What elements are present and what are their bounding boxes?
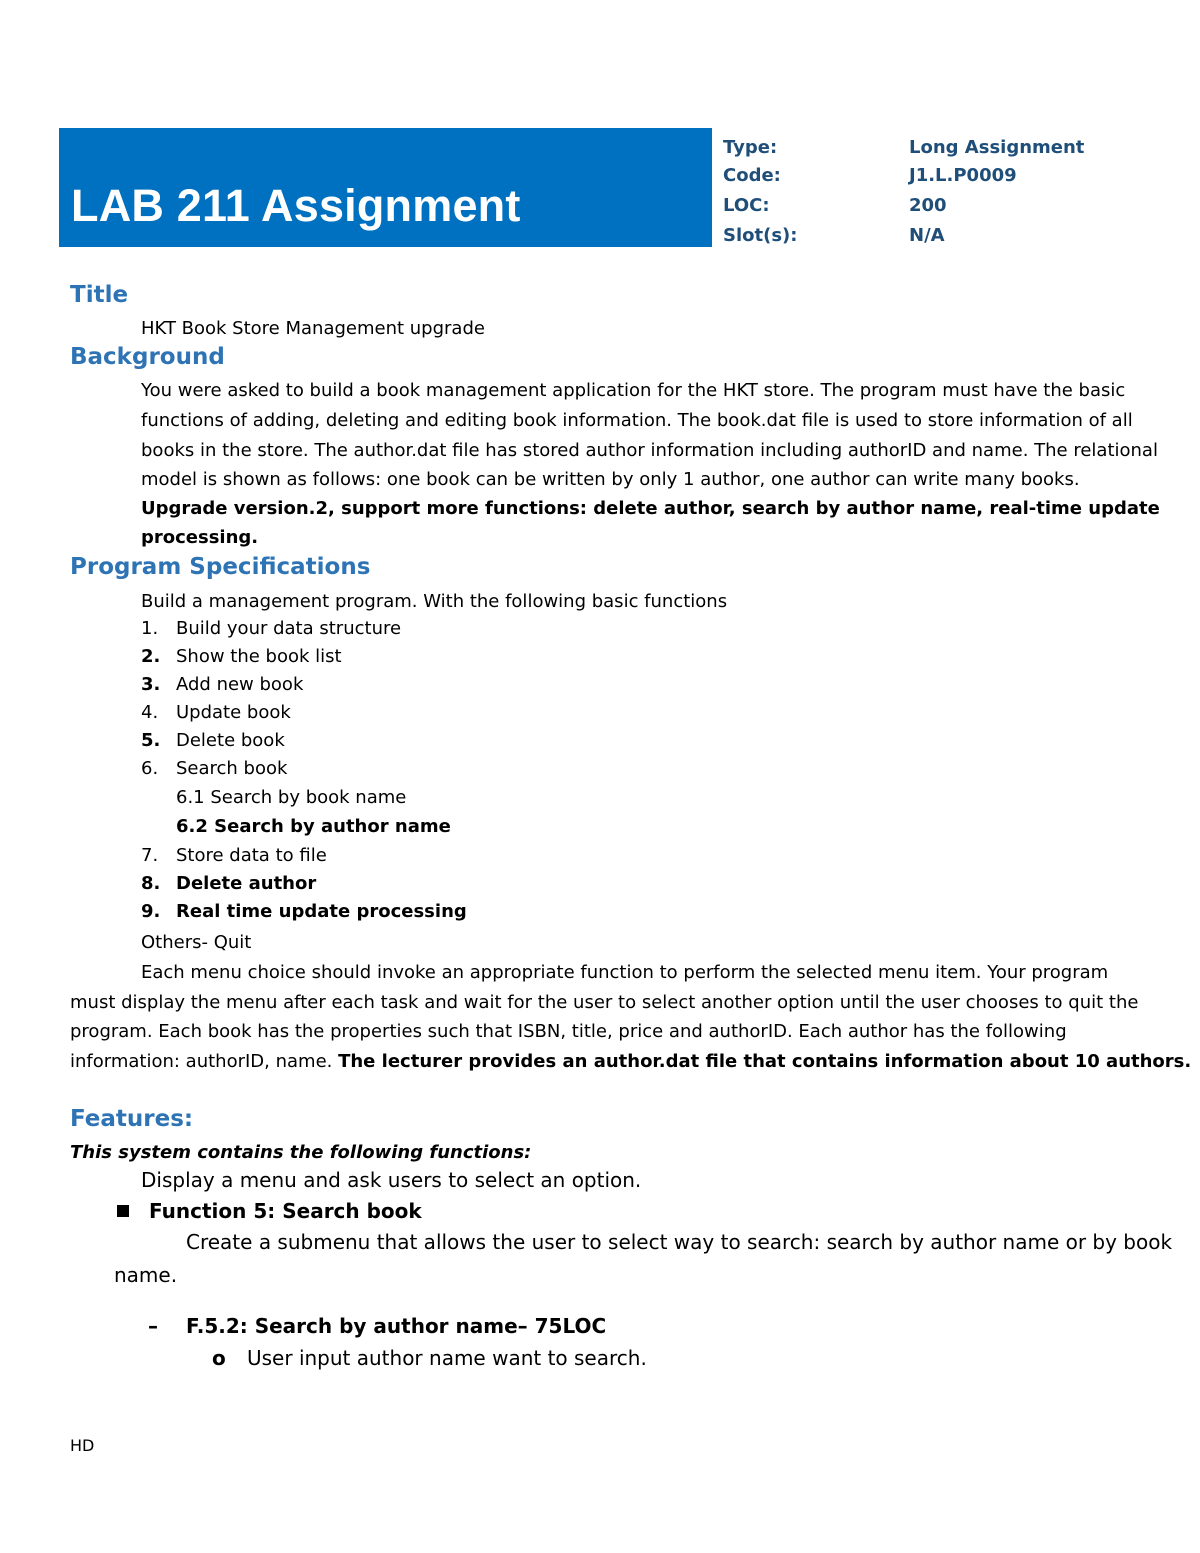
meta-loc-label: LOC: — [723, 195, 770, 216]
spec-item-number: 5. — [141, 730, 161, 751]
meta-code-value: J1.L.P0009 — [909, 165, 1017, 186]
spec-paragraph-line: Each menu choice should invoke an appropriate function to perform the selected menu item. Your program — [141, 962, 1109, 983]
spec-item — [141, 873, 316, 894]
footer-text: HD — [70, 1436, 95, 1455]
spec-paragraph-line — [70, 1051, 1191, 1072]
spec-item-text: Store data to file — [176, 845, 327, 866]
function-5-title: Function 5: Search book — [149, 1199, 422, 1223]
spec-item — [141, 674, 303, 695]
spec-paragraph-normal: information: authorID, name. — [70, 1051, 339, 1072]
background-line: functions of adding, deleting and editing book information. The book.dat file is used to store information of all — [141, 410, 1133, 431]
function-5-item — [117, 1199, 422, 1223]
spec-item-text: Update book — [176, 702, 291, 723]
background-upgrade-line: Upgrade version.2, support more functions: delete author, search by author name, real-time update — [141, 498, 1160, 519]
spec-item — [141, 758, 287, 779]
spec-item-text: Delete book — [176, 730, 285, 751]
spec-item — [141, 618, 401, 639]
meta-code-label: Code: — [723, 165, 781, 186]
spec-intro: Build a management program. With the following basic functions — [141, 591, 728, 612]
spec-item — [141, 730, 285, 751]
dash-bullet-icon: – — [148, 1314, 158, 1338]
meta-loc-value: 200 — [909, 195, 947, 216]
meta-slot-value: N/A — [909, 225, 945, 246]
submenu-line: name. — [114, 1263, 178, 1287]
spec-item — [141, 901, 467, 922]
spec-item-number: 6. — [141, 758, 159, 779]
background-line: model is shown as follows: one book can be written by only 1 author, one author can write many books. — [141, 469, 1080, 490]
meta-type-value: Long Assignment — [909, 137, 1085, 158]
spec-item-number: 7. — [141, 845, 159, 866]
banner-title: LAB 211 Assignment — [71, 180, 521, 231]
spec-item — [141, 702, 291, 723]
spec-item-text: Add new book — [176, 674, 304, 695]
spec-item-text: Real time update processing — [176, 901, 467, 922]
features-heading: Features: — [70, 1106, 194, 1132]
spec-item — [141, 646, 342, 667]
square-bullet-icon — [117, 1205, 129, 1217]
spec-item-number: 4. — [141, 702, 159, 723]
spec-paragraph-line: must display the menu after each task and wait for the user to select another option until the user chooses to quit the — [70, 992, 1139, 1013]
spec-paragraph-bold: The lecturer provides an author.dat file that contains information about 10 authors. — [338, 1051, 1192, 1072]
spec-item — [141, 845, 327, 866]
spec-paragraph-line: program. Each book has the properties such that ISBN, title, price and authorID. Each author has the following — [70, 1021, 1067, 1042]
background-line: books in the store. The author.dat file has stored author information including authorID and name. The relational — [141, 440, 1158, 461]
circle-bullet-icon: o — [212, 1346, 226, 1370]
meta-type-label: Type: — [723, 137, 778, 158]
spec-subitem: 6.1 Search by book name — [176, 787, 407, 808]
meta-slot-label: Slot(s): — [723, 225, 798, 246]
background-upgrade-line: processing. — [141, 527, 259, 548]
background-line: You were asked to build a book management application for the HKT store. The program must have the basic — [141, 380, 1126, 401]
user-input-line: User input author name want to search. — [247, 1346, 647, 1370]
submenu-line: Create a submenu that allows the user to select way to search: search by author name or by book — [186, 1230, 1173, 1254]
features-intro: This system contains the following functions: — [70, 1142, 532, 1163]
spec-heading: Program Specifications — [70, 554, 371, 580]
background-heading: Background — [70, 344, 225, 370]
spec-subitem: 6.2 Search by author name — [176, 816, 451, 837]
spec-item-number: 8. — [141, 873, 161, 894]
title-banner — [59, 128, 712, 247]
spec-item-text: Show the book list — [176, 646, 342, 667]
spec-item-text: Search book — [176, 758, 288, 779]
spec-item-text: Delete author — [176, 873, 317, 894]
spec-item-number: 9. — [141, 901, 161, 922]
spec-item-text: Build your data structure — [176, 618, 402, 639]
features-display: Display a menu and ask users to select an option. — [141, 1168, 642, 1192]
spec-item-number: 1. — [141, 618, 159, 639]
spec-item-number: 2. — [141, 646, 161, 667]
f52-title: F.5.2: Search by author name– 75LOC — [186, 1314, 607, 1338]
spec-item-number: 3. — [141, 674, 161, 695]
spec-others: Others- Quit — [141, 932, 252, 953]
title-text: HKT Book Store Management upgrade — [141, 318, 485, 339]
title-heading: Title — [70, 282, 129, 308]
